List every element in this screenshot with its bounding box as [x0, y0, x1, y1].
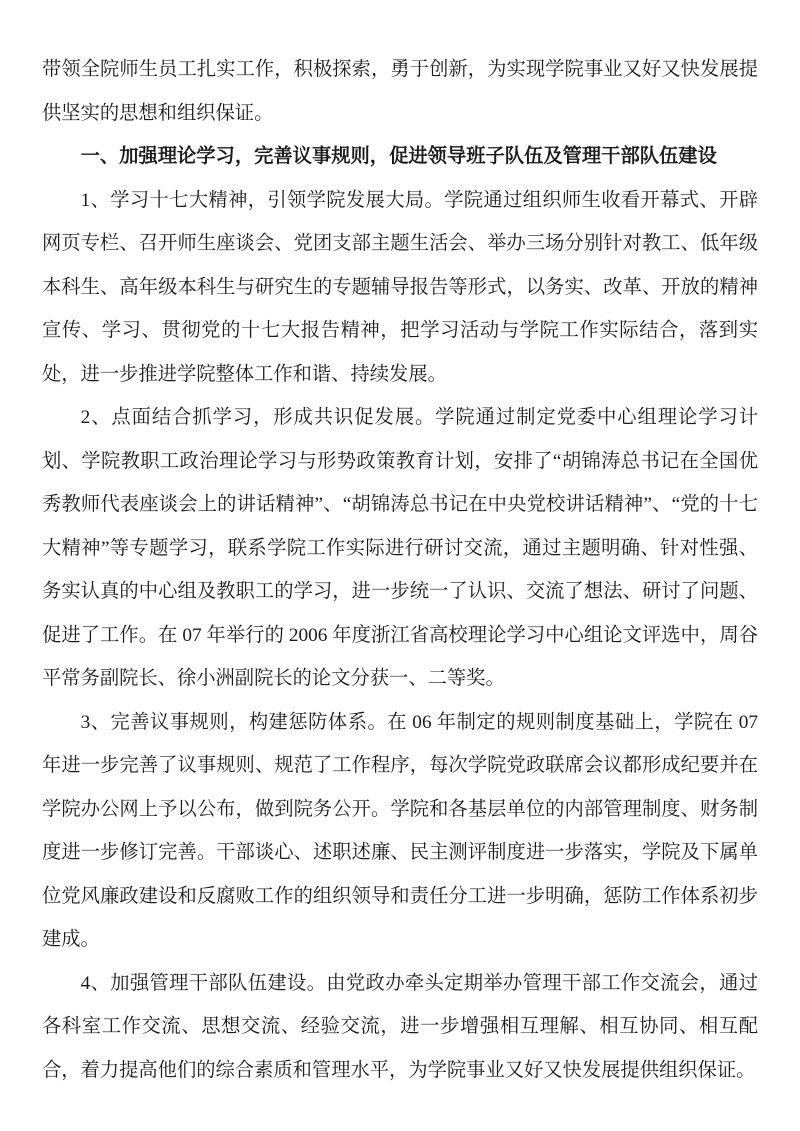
paragraph-4: 4、加强管理干部队伍建设。由党政办牵头定期举办管理干部工作交流会，通过各科室工作交流、思想交流、经验交流，进一步增强相互理解、相互协同、相互配合，着力提高他们的综合素质和管理水平，为学院事业又好又快发展提供组织保证。 — [42, 972, 758, 1081]
paragraph-3: 3、完善议事规则，构建惩防体系。在 06 年制定的规则制度基础上，学院在 07 年进一步完善了议事规则、规范了工作程序，每次学院党政联席会议都形成纪要并在学院办公网上予以公布，做到院务公开。学院和各基层单位的内部管理制度、财务制度进一步修订完善。干部谈心、述职述廉、民主测评制度进一步落实，学院及下属单位党风廉政建设和反腐败工作的组织领导和责任分工进一步明确，惩防工作体系初步建成。 — [42, 711, 758, 950]
paragraph-2: 2、点面结合抓学习，形成共识促发展。学院通过制定党委中心组理论学习计划、学院教职工政治理论学习与形势政策教育计划，安排了“胡锦涛总书记在全国优秀教师代表座谈会上的讲话精神”、“胡锦涛总书记在中央党校讲话精神”、“党的十七大精神”等专题学习，联系学院工作实际进行研讨交流，通过主题明确、针对性强、务实认真的中心组及教职工的学习，进一步统一了认识、交流了想法、研讨了问题、促进了工作。在 07 年举行的 2006 年度浙江省高校理论学习中心组论文评选中，周谷平常务副院长、徐小洲副院长的论文分获一、二等奖。 — [42, 407, 758, 689]
paragraph-1: 1、学习十七大精神，引领学院发展大局。学院通过组织师生收看开幕式、开辟网页专栏、召开师生座谈会、党团支部主题生活会、举办三场分别针对教工、低年级本科生、高年级本科生与研究生的专题辅导报告等形式，以务实、改革、开放的精神宣传、学习、贯彻党的十七大报告精神，把学习活动与学院工作实际结合，落到实处，进一步推进学院整体工作和谐、持续发展。 — [42, 189, 758, 385]
paragraph-continuation: 带领全院师生员工扎实工作，积极探索，勇于创新，为实现学院事业又好又快发展提供坚实的思想和组织保证。 — [42, 59, 758, 124]
section-heading: 一、加强理论学习，完善议事规则，促进领导班子队伍及管理干部队伍建设 — [80, 146, 717, 167]
